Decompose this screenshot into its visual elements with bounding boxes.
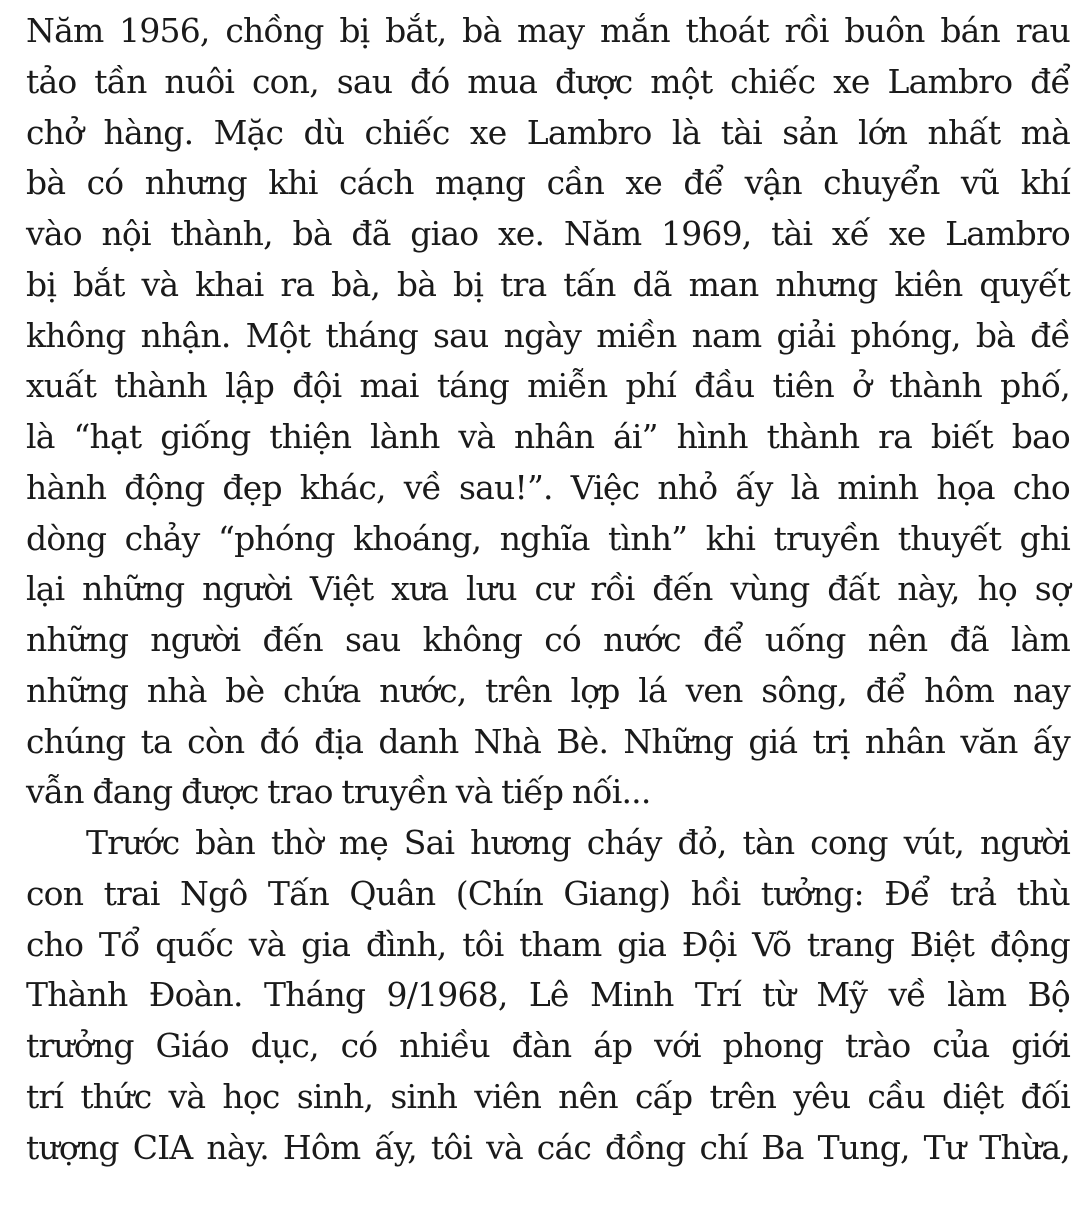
- text-line: chở hàng. Mặc dù chiếc xe Lambro là tài sản lớn nhất mà: [26, 112, 1070, 152]
- text-line: Năm 1956, chồng bị bắt, bà may mắn thoát rồi buôn bán rau: [26, 11, 1070, 50]
- text-line: con trai Ngô Tấn Quân (Chín Giang) hồi tưởng: Để trả thù: [26, 873, 1070, 913]
- paragraph-2: [26, 818, 1070, 1173]
- text-line: chúng ta còn đó địa danh Nhà Bè. Những giá trị nhân văn ấy: [26, 721, 1070, 761]
- text-line: những người đến sau không có nước để uống nên đã làm: [26, 620, 1070, 659]
- text-line: bà có nhưng khi cách mạng cần xe để vận chuyển vũ khí: [26, 163, 1070, 203]
- text-line: trí thức và học sinh, sinh viên nên cấp trên yêu cầu diệt đối: [26, 1076, 1070, 1116]
- text-line: bị bắt và khai ra bà, bà bị tra tấn dã man nhưng kiên quyết: [26, 264, 1070, 304]
- paragraph-1: [26, 6, 1070, 818]
- text-line: là “hạt giống thiện lành và nhân ái” hình thành ra biết bao: [26, 417, 1070, 456]
- text-line: những nhà bè chứa nước, trên lợp lá ven sông, để hôm nay: [26, 670, 1070, 710]
- text-line: xuất thành lập đội mai táng miễn phí đầu tiên ở thành phố,: [26, 366, 1070, 406]
- text-line: dòng chảy “phóng khoáng, nghĩa tình” khi truyền thuyết ghi: [26, 518, 1070, 558]
- text-line: lại những người Việt xưa lưu cư rồi đến vùng đất này, họ sợ: [26, 569, 1070, 609]
- text-line: tượng CIA này. Hôm ấy, tôi và các đồng chí Ba Tung, Tư Thừa,: [26, 1127, 1070, 1167]
- text-line: cho Tổ quốc và gia đình, tôi tham gia Đội Võ trang Biệt động: [26, 924, 1070, 964]
- text-line: vào nội thành, bà đã giao xe. Năm 1969, tài xế xe Lambro: [26, 214, 1070, 253]
- text-line: Trước bàn thờ mẹ Sai hương cháy đỏ, tàn cong vút, người: [86, 823, 1070, 862]
- document-page: [26, 6, 1070, 1173]
- text-line: vẫn đang được trao truyền và tiếp nối...: [26, 772, 651, 812]
- text-line: tảo tần nuôi con, sau đó mua được một chiếc xe Lambro để: [26, 61, 1070, 101]
- text-line: Thành Đoàn. Tháng 9/1968, Lê Minh Trí từ Mỹ về làm Bộ: [26, 975, 1070, 1015]
- text-line: trưởng Giáo dục, có nhiều đàn áp với phong trào của giới: [26, 1026, 1070, 1065]
- text-line: không nhận. Một tháng sau ngày miền nam giải phóng, bà đề: [26, 315, 1070, 355]
- text-line: hành động đẹp khác, về sau!”. Việc nhỏ ấy là minh họa cho: [26, 467, 1070, 507]
